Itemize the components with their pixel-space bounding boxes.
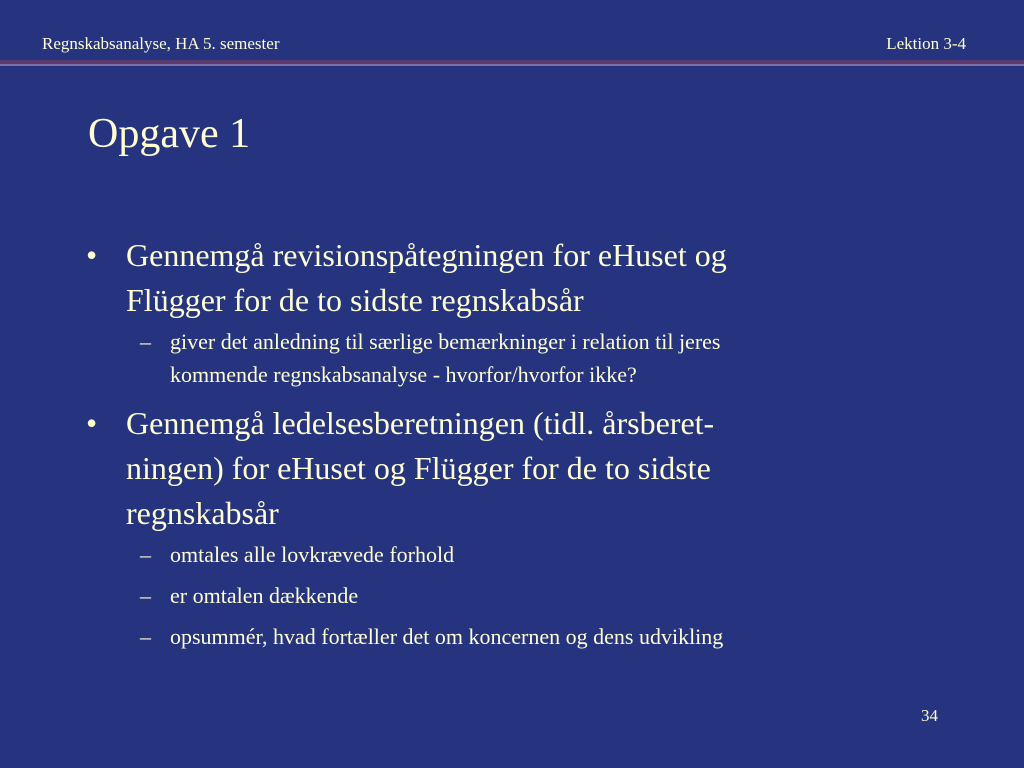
- sub-bullet-item: [86, 325, 946, 391]
- sub-bullet-text-line: opsummér, hvad fortæller det om koncernen og dens udvikling: [170, 624, 724, 649]
- sub-bullet-text-line: giver det anledning til særlige bemærkninger i relation til jeres: [170, 329, 721, 354]
- sub-bullet-text-line: omtales alle lovkrævede forhold: [170, 542, 455, 567]
- bullet-list: [86, 233, 946, 663]
- bullet-item: [86, 401, 946, 536]
- dash-marker: –: [140, 583, 151, 608]
- page-number: 34: [921, 706, 938, 725]
- sub-bullet-text-line: kommende regnskabsanalyse - hvorfor/hvorfor ikke?: [170, 362, 637, 387]
- sub-bullet-item: [86, 620, 946, 653]
- sub-bullet-item: [86, 579, 946, 612]
- sub-bullet-list: [86, 538, 946, 653]
- sub-bullet-list: [86, 325, 946, 391]
- dash-marker: –: [140, 329, 151, 354]
- bullet-marker: •: [86, 237, 98, 273]
- header-divider-highlight: [0, 64, 1024, 66]
- bullet-item: [86, 233, 946, 323]
- slide-title: Opgave 1: [88, 111, 251, 157]
- sub-bullet-text-line: er omtalen dækkende: [170, 583, 359, 608]
- header-course-title: Regnskabsanalyse, HA 5. semester: [42, 34, 280, 53]
- bullet-text-line: Gennemgå ledelsesberetningen (tidl. årsberet-: [126, 405, 715, 441]
- bullet-text-line: ningen) for eHuset og Flügger for de to sidste: [126, 450, 711, 486]
- dash-marker: –: [140, 542, 151, 567]
- header-lecture-label: Lektion 3-4: [886, 34, 966, 53]
- dash-marker: –: [140, 624, 151, 649]
- sub-bullet-item: [86, 538, 946, 571]
- bullet-text-line: Gennemgå revisionspåtegningen for eHuset og: [126, 237, 727, 273]
- bullet-marker: •: [86, 405, 98, 441]
- bullet-text-line: Flügger for de to sidste regnskabsår: [126, 282, 584, 318]
- bullet-text-line: regnskabsår: [126, 495, 279, 531]
